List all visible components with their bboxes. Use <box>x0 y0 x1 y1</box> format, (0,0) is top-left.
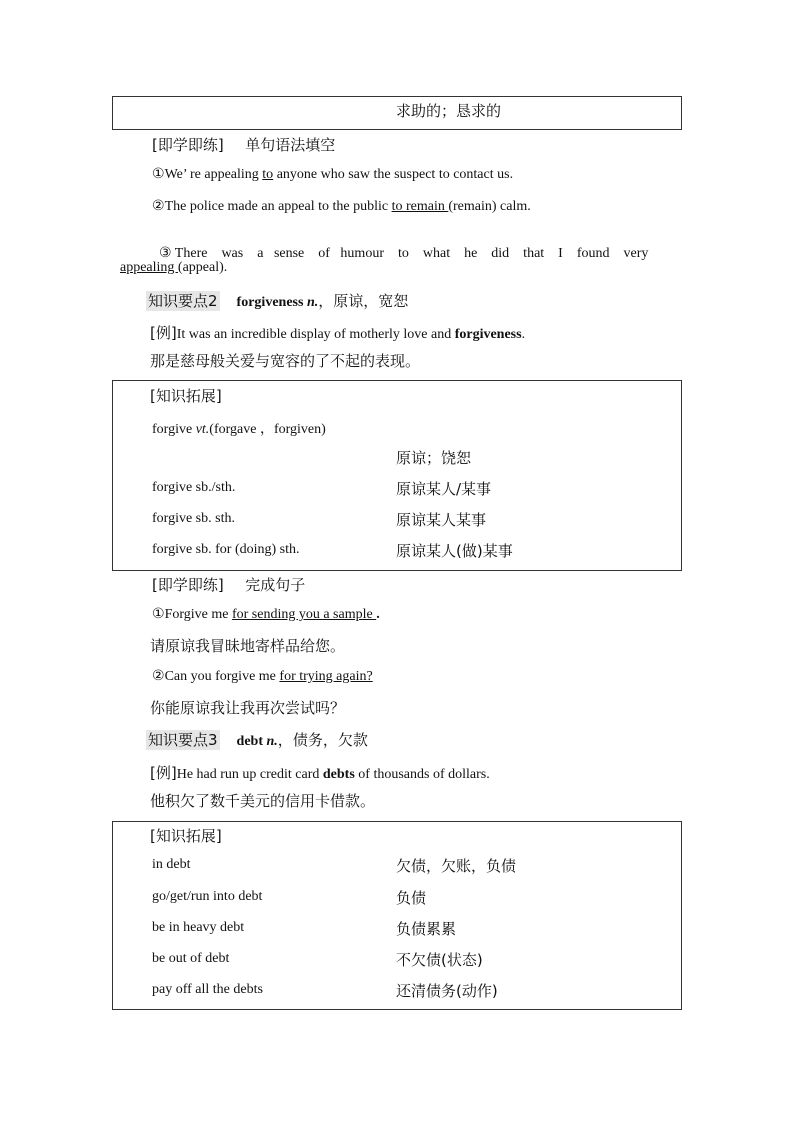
sentence-text: The police made an appeal to the public <box>164 199 392 214</box>
example-text: . <box>521 327 526 342</box>
item-number: ② <box>152 668 165 684</box>
item-number: ② <box>152 198 165 214</box>
kp2-tag: 知识要点2 <box>148 292 218 310</box>
ext1-row-zh: 原谅某人(做)某事 <box>396 542 513 560</box>
practice1-item-1 <box>152 166 513 183</box>
answer-blank: to remain <box>391 199 449 214</box>
sentence-text: We’ re appealing <box>164 167 263 182</box>
headword: forgive <box>152 422 196 437</box>
example-text: It was an incredible display of motherly love and <box>176 327 455 342</box>
headword-forms: (forgave ，forgiven) <box>209 422 326 437</box>
kp3-heading: 知识要点3 debt n.，债务，欠款 <box>148 731 368 749</box>
kp3-translation: 他积欠了数千美元的信用卡借款。 <box>150 792 376 810</box>
kp3-meaning: 债务，欠款 <box>292 731 368 749</box>
ext2-row-zh: 欠债，欠账，负债 <box>396 857 517 875</box>
item-number: ③ <box>159 245 172 261</box>
practice2-header <box>152 574 305 595</box>
practice2-item-1-translation: 请原谅我冒昧地寄样品给您。 <box>150 637 346 655</box>
ext1-headword-meaning: 原谅；饶恕 <box>396 449 472 467</box>
example-keyword: debts <box>322 767 355 782</box>
sentence-text: Can you forgive me <box>164 669 280 684</box>
item-number: ① <box>152 606 165 622</box>
practice1-tag: [即学即练] <box>152 136 224 154</box>
practice1-item-2 <box>152 198 531 215</box>
example-tag: [例] <box>150 324 177 342</box>
ext2-row-en: pay off all the debts <box>152 982 263 997</box>
ext2-header: [知识拓展] <box>150 827 222 845</box>
ext1-headword <box>152 418 326 438</box>
sentence-text: . <box>376 607 380 622</box>
kp3-tag: 知识要点3 <box>148 731 218 749</box>
practice1-header <box>152 134 335 155</box>
sentence-text: (appeal). <box>177 260 228 275</box>
ext2-row-zh: 不欠债(状态) <box>396 951 483 969</box>
kp2-word: forgiveness <box>236 295 304 310</box>
answer-blank: to <box>262 167 274 182</box>
practice2-title: 完成句子 <box>245 576 306 594</box>
ext2-row-en: go/get/run into debt <box>152 889 263 904</box>
answer-blank: for trying again? <box>279 669 373 684</box>
ext1-row-zh: 原谅某人/某事 <box>396 480 492 498</box>
kp3-pos: n. <box>266 734 278 749</box>
kp2-example <box>150 322 525 343</box>
practice1-title: 单句语法填空 <box>245 136 336 154</box>
example-keyword: forgiveness <box>454 327 522 342</box>
practice2-item-2 <box>152 668 373 685</box>
practice2-item-1 <box>152 606 380 623</box>
practice2-tag: [即学即练] <box>152 576 224 594</box>
sentence-text: (remain) calm. <box>448 199 531 214</box>
ext2-row-en: in debt <box>152 857 191 872</box>
ext1-row-en: forgive sb. for (doing) sth. <box>152 542 300 557</box>
ext1-row-zh: 原谅某人某事 <box>396 511 487 529</box>
ext1-header: [知识拓展] <box>150 387 222 405</box>
example-text: He had run up credit card <box>176 767 323 782</box>
answer-blank: appealing <box>120 260 178 275</box>
answer-blank: for sending you a sample <box>231 607 377 622</box>
kp2-translation: 那是慈母般关爱与宽容的了不起的表现。 <box>150 352 421 370</box>
sentence-text: anyone who saw the suspect to contact us. <box>273 167 514 182</box>
example-tag: [例] <box>150 764 177 782</box>
ext2-row-zh: 还清债务(动作) <box>396 982 498 1000</box>
kp2-pos: n. <box>306 295 319 310</box>
kp2-meaning: 原谅，宽恕 <box>333 292 409 310</box>
sentence-text: There was a sense of humour to what he did that I found very <box>171 246 649 261</box>
example-text: of thousands of dollars. <box>354 767 490 782</box>
kp2-heading: 知识要点2 forgiveness n.，原谅，宽恕 <box>148 292 409 310</box>
ext1-row-en: forgive sb. sth. <box>152 511 235 526</box>
practice1-item-3-line2 <box>120 260 227 276</box>
ext1-row-en: forgive sb./sth. <box>152 480 236 495</box>
sentence-text: Forgive me <box>164 607 232 622</box>
ext2-row-zh: 负债 <box>396 889 427 907</box>
item-number: ① <box>152 166 165 182</box>
practice2-item-2-translation: 你能原谅我让我再次尝试吗？ <box>150 699 346 717</box>
top-meaning-text: 求助的；恳求的 <box>396 102 502 120</box>
practice1-item-3 <box>152 229 648 262</box>
ext2-row-zh: 负债累累 <box>396 920 457 938</box>
kp3-word: debt <box>236 734 263 749</box>
headword-pos: vt. <box>195 422 210 437</box>
ext2-row-en: be in heavy debt <box>152 920 245 935</box>
ext2-row-en: be out of debt <box>152 951 230 966</box>
kp3-example <box>150 762 490 783</box>
